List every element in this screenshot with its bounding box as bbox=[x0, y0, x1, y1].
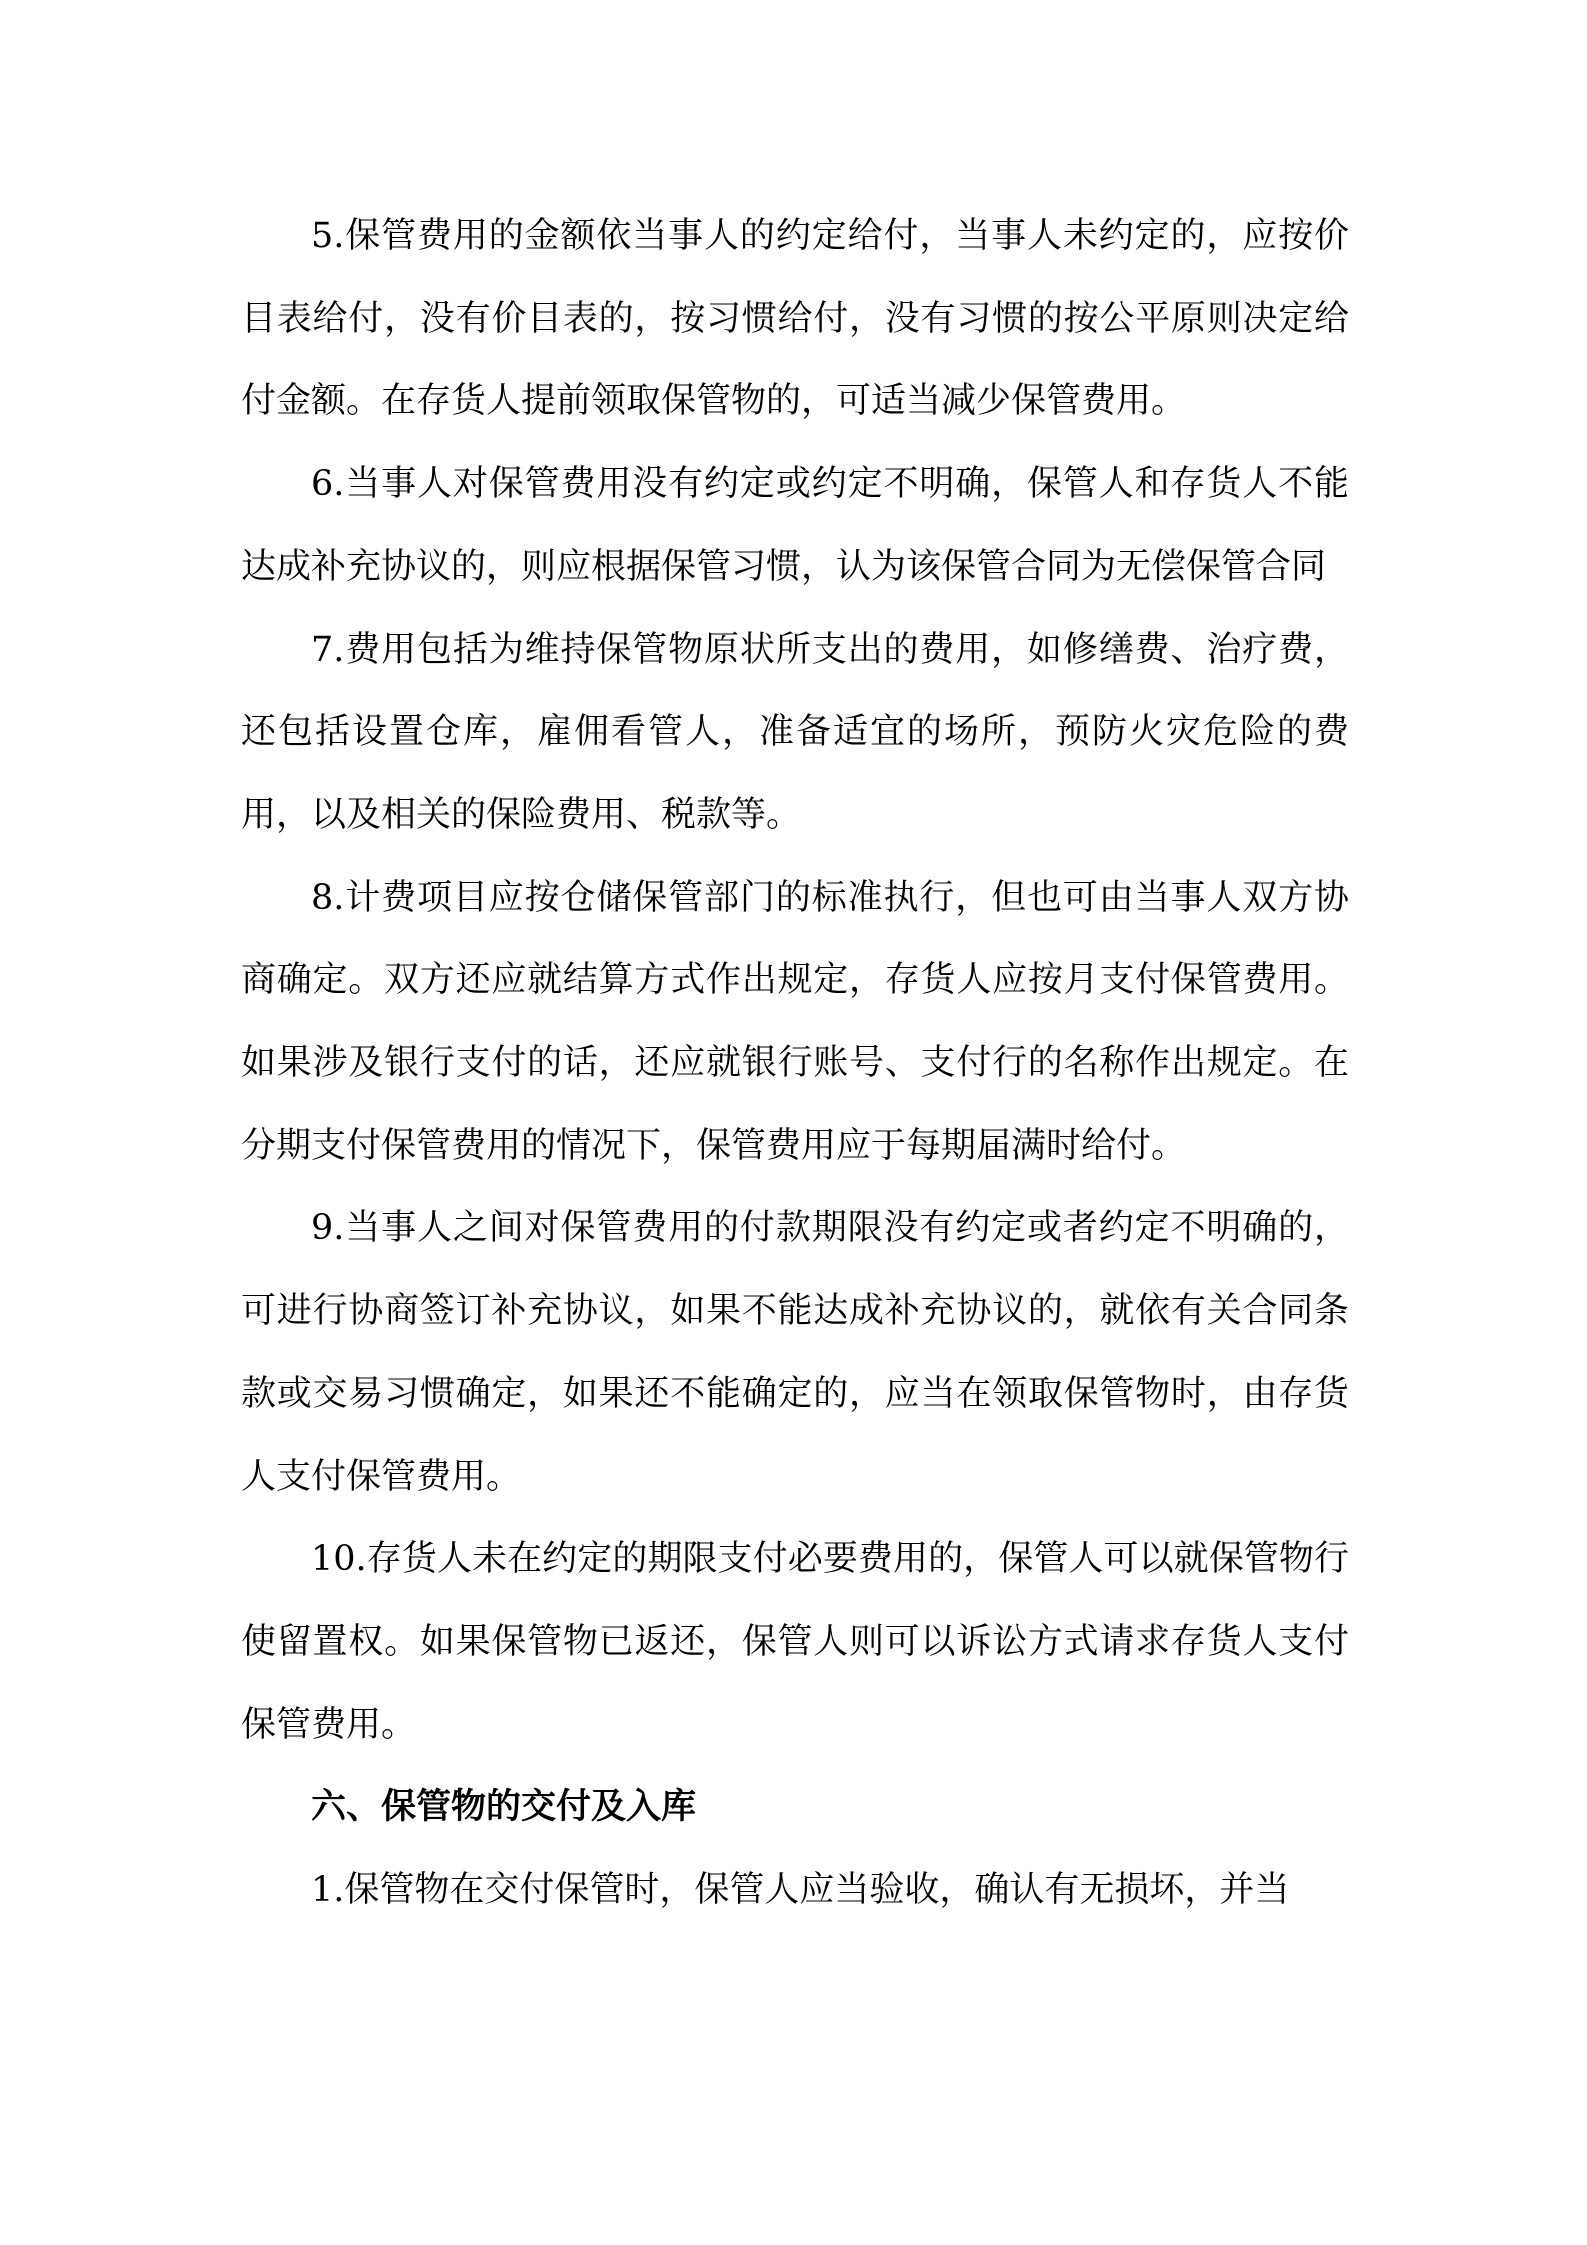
paragraph-lien-right: 10.存货人未在约定的期限支付必要费用的，保管人可以就保管物行使留置权。如果保管物已返还，保管人则可以诉讼方式请求存货人支付保管费用。 bbox=[241, 1539, 1349, 1745]
paragraph-payment-deadline: 9.当事人之间对保管费用的付款期限没有约定或者约定不明确的，可进行协商签订补充协议，如果不能达成补充协议的，就依有关合同条款或交易习惯确定，如果还不能确定的，应当在领取保管物时，由存货人支付保管费用。 bbox=[241, 1208, 1349, 1497]
paragraph-no-fee-agreement: 6.当事人对保管费用没有约定或约定不明确，保管人和存货人不能达成补充协议的，则应根据保管习惯，认为该保管合同为无偿保管合同 bbox=[241, 464, 1349, 587]
paragraph-billing-items: 8.计费项目应按仓储保管部门的标准执行，但也可由当事人双方协商确定。双方还应就结算方式作出规定，存货人应按月支付保管费用。如果涉及银行支付的话，还应就银行账号、支付行的名称作出规定。在分期支付保管费用的情况下，保管费用应于每期届满时给付。 bbox=[241, 877, 1349, 1166]
document-body bbox=[241, 195, 1349, 1932]
paragraph-delivery-inspection: 1.保管物在交付保管时，保管人应当验收，确认有无损坏，并当 bbox=[311, 1870, 1290, 1911]
section-heading: 六、保管物的交付及入库 bbox=[311, 1787, 697, 1828]
paragraph-fee-scope: 7.费用包括为维持保管物原状所支出的费用，如修缮费、治疗费，还包括设置仓库，雇佣看管人，准备适宜的场所，预防火灾危险的费用，以及相关的保险费用、税款等。 bbox=[241, 629, 1349, 835]
paragraph-fee-amount: 5.保管费用的金额依当事人的约定给付，当事人未约定的，应按价目表给付，没有价目表的，按习惯给付，没有习惯的按公平原则决定给付金额。在存货人提前领取保管物的，可适当减少保管费用。 bbox=[241, 216, 1349, 422]
